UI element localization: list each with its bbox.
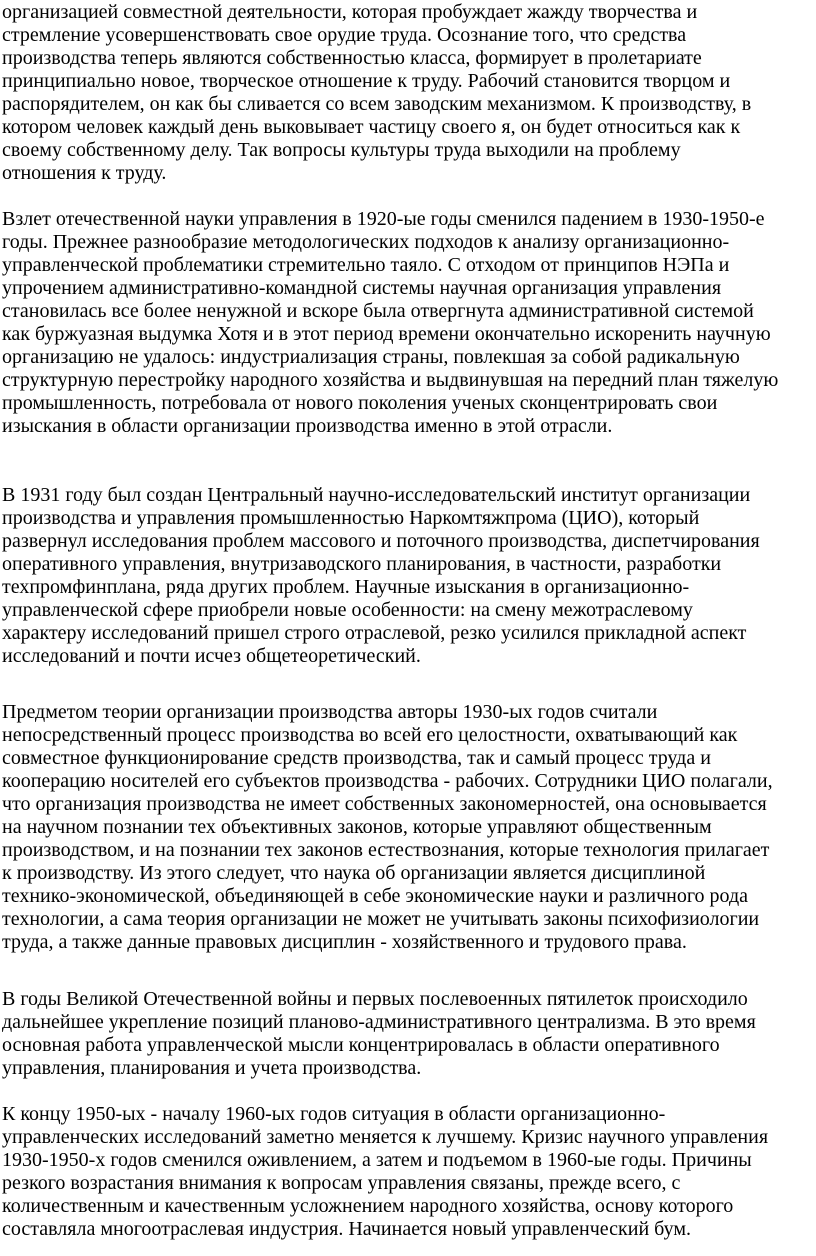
text-line: оперативного управления, внутризаводского планирования, в частности, разработки (2, 553, 722, 575)
text-line: В годы Великой Отечественной войны и первых послевоенных пятилеток происходило (2, 988, 748, 1010)
text-line: как буржуазная выдумка Хотя и в этот период времени окончательно искоренить научную (2, 323, 771, 345)
text-line: отношения к труду. (2, 162, 167, 184)
text-line: технологии, а сама теория организации не может не учитывать законы психофизиологии (2, 908, 760, 930)
text-line: становилась все более ненужной и вскоре была отвергнута административной системой (2, 300, 754, 322)
text-line: организацией совместной деятельности, которая пробуждает жажду творчества и (2, 1, 698, 23)
text-line: производством, и на познании тех законов естествознания, которые технология прилагает (2, 839, 770, 861)
text-line: управленческих исследований заметно меняется к лучшему. Кризис научного управления (2, 1126, 769, 1148)
text-line: распорядителем, он как бы сливается со всем заводским механизмом. К производству, в (2, 93, 752, 115)
text-line: к производству. Из этого следует, что наука об организации является дисциплиной (2, 862, 706, 884)
text-line: годы. Прежнее разнообразие методологических подходов к анализу организационно- (2, 231, 730, 253)
text-line: стремление усовершенствовать свое орудие труда. Осознание того, что средства (2, 24, 687, 46)
text-line: 1930-1950-х годов сменился оживлением, а затем и подъемом в 1960-ые годы. Причины (2, 1149, 752, 1171)
text-line: характеру исследований пришел строго отраслевой, резко усилился прикладной аспект (2, 622, 747, 644)
text-line: производства теперь являются собственностью класса, формирует в пролетариате (2, 47, 702, 69)
text-line: управленческой сфере приобрели новые особенности: на смену межотраслевому (2, 599, 693, 621)
text-line: своему собственному делу. Так вопросы культуры труда выходили на проблему (2, 139, 681, 161)
text-line: на научном познании тех объективных законов, которые управляют общественным (2, 816, 712, 838)
text-line: резкого возрастания внимания к вопросам управления связаны, прежде всего, с (2, 1172, 681, 1194)
text-line: техпромфинплана, ряда других проблем. Научные изыскания в организационно- (2, 576, 690, 598)
text-line: К концу 1950-ых - началу 1960-ых годов ситуация в области организационно- (2, 1103, 666, 1125)
text-line: совместное функционирование средств производства, так и самый процесс труда и (2, 747, 711, 769)
text-line: управленческой проблематики стремительно таяло. С отходом от принципов НЭПа и (2, 254, 730, 276)
text-line: составляла многоотраслевая индустрия. Начинается новый управленческий бум. (2, 1218, 691, 1240)
text-line: непосредственный процесс производства во всей его целостности, охватывающий как (2, 724, 738, 746)
text-line: производства и управления промышленностью Наркомтяжпрома (ЦИО), который (2, 507, 700, 529)
text-line: что организация производства не имеет собственных закономерностей, она основывается (2, 793, 767, 815)
text-line: промышленность, потребовала от нового поколения ученых сконцентрировать свои (2, 392, 718, 414)
text-line: В 1931 году был создан Центральный научно-исследовательский институт организации (2, 484, 751, 506)
text-line: труда, а также данные правовых дисциплин - хозяйственного и трудового права. (2, 931, 687, 953)
text-line: структурную перестройку народного хозяйства и выдвинувшая на передний план тяжелую (2, 369, 779, 391)
text-line: развернул исследования проблем массового и поточного производства, диспетчирования (2, 530, 760, 552)
text-line: основная работа управленческой мысли концентрировалась в области оперативного (2, 1034, 720, 1056)
text-line: управления, планирования и учета производства. (2, 1057, 422, 1079)
text-line: организацию не удалось: индустриализация страны, повлекшая за собой радикальную (2, 346, 740, 368)
text-line: дальнейшее укрепление позиций планово-административного централизма. В это время (2, 1011, 756, 1033)
text-line: Предметом теории организации производства авторы 1930-ых годов считали (2, 701, 658, 723)
text-line: котором человек каждый день выковывает частицу своего я, он будет относиться как к (2, 116, 741, 138)
text-line: изыскания в области организации производства именно в этой отрасли. (2, 415, 613, 437)
text-line: технико-экономической, объединяющей в себе экономические науки и различного рода (2, 885, 749, 907)
text-line: количественным и качественным усложнением народного хозяйства, основу которого (2, 1195, 734, 1217)
text-line: Взлет отечественной науки управления в 1920-ые годы сменился падением в 1930-1950-е (2, 208, 765, 230)
text-line: упрочением административно-командной системы научная организация управления (2, 277, 722, 299)
text-line: исследований и почти исчез общетеоретический. (2, 645, 421, 667)
text-line: принципиально новое, творческое отношение к труду. Рабочий становится творцом и (2, 70, 731, 92)
text-line: кооперацию носителей его субъектов производства - рабочих. Сотрудники ЦИО полагали, (2, 770, 773, 792)
